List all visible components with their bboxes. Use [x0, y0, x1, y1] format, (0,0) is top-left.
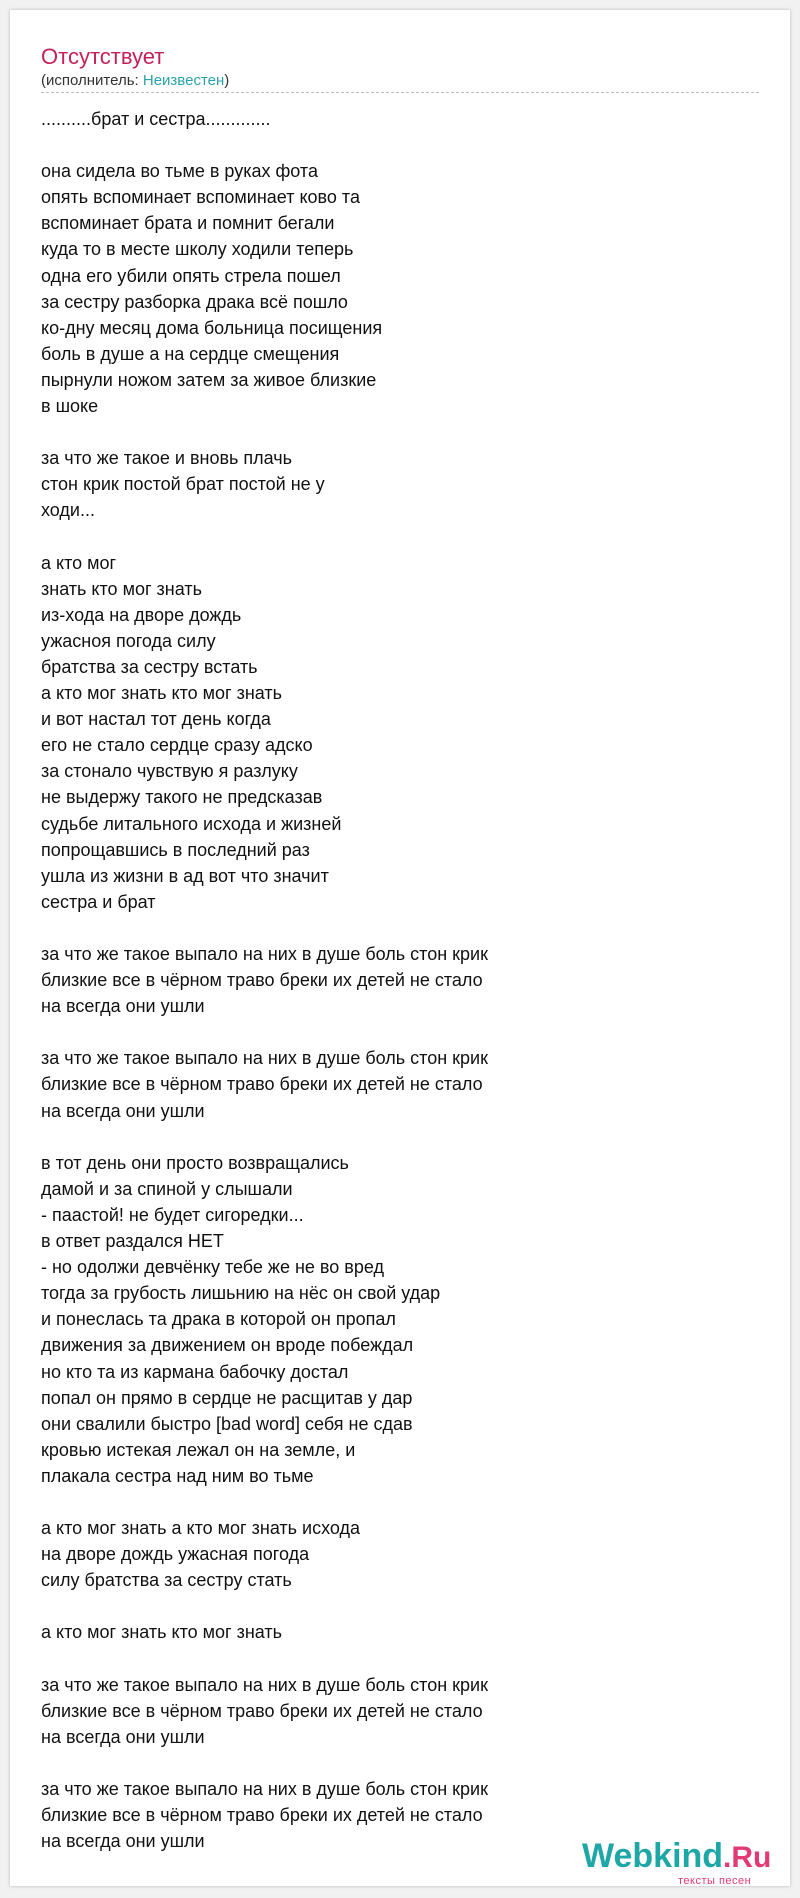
- lyrics-stanza: [41, 1515, 761, 1593]
- lyrics-line: ко-дну месяц дома больница посищения: [41, 317, 383, 338]
- lyrics-line: она сидела во тьме в руках фота: [41, 161, 318, 182]
- lyrics-line: на всегда они ушли: [41, 1726, 205, 1747]
- lyrics-line: - но одолжи девчёнку тебе же не во вред: [41, 1257, 384, 1278]
- lyrics-line: ..........брат и сестра.............: [41, 109, 271, 129]
- lyrics-line: за сестру разборка драка всё пошло: [41, 291, 348, 312]
- logo-tagline: тексты песен: [678, 1875, 752, 1887]
- lyrics-line: из-хода на дворе дождь: [41, 604, 242, 625]
- lyrics-line: ужасноя погода силу: [41, 630, 216, 651]
- lyrics-line: знать кто мог знать: [41, 578, 202, 599]
- lyrics-line: не выдержу такого не предсказав: [41, 787, 323, 808]
- lyrics-line: силу братства за сестру стать: [41, 1570, 292, 1591]
- lyrics-stanza: [41, 550, 761, 915]
- lyrics-line: а кто мог знать кто мог знать: [41, 1622, 283, 1643]
- lyrics-line: а кто мог знать кто мог знать: [41, 683, 283, 704]
- lyrics-line: куда то в месте школу ходили теперь: [41, 239, 354, 260]
- logo-brand: Webkind: [582, 1837, 724, 1875]
- lyrics-line: а кто мог: [41, 552, 117, 573]
- lyrics-line: близкие все в чёрном траво бреки их детей не стало: [41, 970, 483, 991]
- lyrics-line: его не стало сердце сразу адско: [41, 735, 313, 756]
- lyrics-stanza: [41, 158, 761, 419]
- lyrics-line: в шоке: [41, 396, 99, 417]
- artist-prefix: (исполнитель:: [41, 72, 143, 89]
- artist-link[interactable]: Неизвестен: [142, 72, 225, 89]
- lyrics-stanza: [41, 1045, 761, 1123]
- lyrics-line: близкие все в чёрном траво бреки их детей не стало: [41, 1805, 483, 1826]
- lyrics-line: на всегда они ушли: [41, 1100, 205, 1121]
- logo-tld: .Ru: [723, 1841, 772, 1874]
- lyrics-line: за что же такое выпало на них в душе боль стон крик: [41, 1048, 488, 1069]
- lyrics-line: и вот настал тот день когда: [41, 709, 271, 730]
- lyrics-line: судьбе литального исхода и жизней: [41, 813, 342, 834]
- song-title: Отсутствует: [41, 44, 165, 69]
- lyrics-line: боль в душе а на сердце смещения: [41, 343, 340, 364]
- lyrics-line: но кто та из кармана бабочку достал: [41, 1361, 349, 1382]
- lyrics-line: на всегда они ушли: [41, 996, 205, 1017]
- lyrics-line: дамой и за спиной у слышали: [41, 1178, 293, 1199]
- lyrics-stanza: [41, 106, 761, 132]
- lyrics-stanza: [41, 941, 761, 1019]
- lyrics-line: - паастой! не будет сигоредки...: [41, 1204, 304, 1225]
- lyrics-line: они свалили быстро [bad word] себя не сдав: [41, 1413, 413, 1434]
- lyrics-line: близкие все в чёрном траво бреки их детей не стало: [41, 1074, 483, 1095]
- lyrics-line: одна его убили опять стрела пошел: [41, 265, 341, 286]
- lyrics-line: братства за сестру встать: [41, 656, 258, 677]
- lyrics-line: за что же такое выпало на них в душе боль стон крик: [41, 1779, 488, 1799]
- lyrics-line: ходи...: [41, 500, 95, 521]
- lyrics-stanza: [41, 1672, 761, 1750]
- lyrics-line: ушла из жизни в ад вот что значит: [41, 865, 329, 886]
- lyrics-stanza: [41, 445, 761, 523]
- lyrics-line: за что же такое выпало на них в душе боль стон крик: [41, 944, 488, 964]
- lyrics-line: на всегда они ушли: [41, 1831, 205, 1852]
- lyrics-line: плакала сестра над ним во тьме: [41, 1465, 314, 1486]
- lyrics-line: в ответ раздался НЕТ: [41, 1231, 224, 1252]
- lyrics-line: на дворе дождь ужасная погода: [41, 1544, 310, 1565]
- lyrics-line: и понеслась та драка в которой он пропал: [41, 1309, 396, 1330]
- site-logo[interactable]: [582, 1838, 771, 1876]
- lyrics-text: [41, 106, 761, 1880]
- lyrics-line: пырнули ножом затем за живое близкие: [41, 369, 377, 390]
- lyrics-stanza: [41, 1619, 761, 1645]
- lyrics-line: за что же такое выпало на них в душе боль стон крик: [41, 1674, 488, 1695]
- lyrics-line: сестра и брат: [41, 891, 156, 912]
- lyrics-line: опять вспоминает вспоминает ково та: [41, 187, 360, 208]
- lyrics-line: попал он прямо в сердце не расщитав у дар: [41, 1387, 413, 1408]
- lyrics-line: за что же такое и вновь плачь: [41, 448, 293, 469]
- lyrics-line: а кто мог знать а кто мог знать исхода: [41, 1518, 361, 1539]
- lyrics-line: в тот день они просто возвращались: [41, 1152, 349, 1173]
- artist-line: [41, 72, 229, 90]
- page-card: [10, 10, 790, 1886]
- header-divider: [41, 92, 759, 93]
- lyrics-line: кровью истекая лежал он на земле, и: [41, 1439, 356, 1460]
- lyrics-stanza: [41, 1150, 761, 1489]
- lyrics-line: за стонало чувствую я разлуку: [41, 761, 298, 782]
- lyrics-line: движения за движением он вроде побеждал: [41, 1335, 414, 1356]
- lyrics-line: стон крик постой брат постой не у: [41, 474, 325, 495]
- lyrics-line: близкие все в чёрном траво бреки их детей не стало: [41, 1700, 483, 1721]
- lyrics-line: тогда за грубость лишьнию на нёс он свой удар: [41, 1283, 441, 1304]
- lyrics-line: попрощавшись в последний раз: [41, 839, 310, 860]
- artist-suffix: ): [224, 72, 230, 89]
- lyrics-line: вспоминает брата и помнит бегали: [41, 213, 335, 234]
